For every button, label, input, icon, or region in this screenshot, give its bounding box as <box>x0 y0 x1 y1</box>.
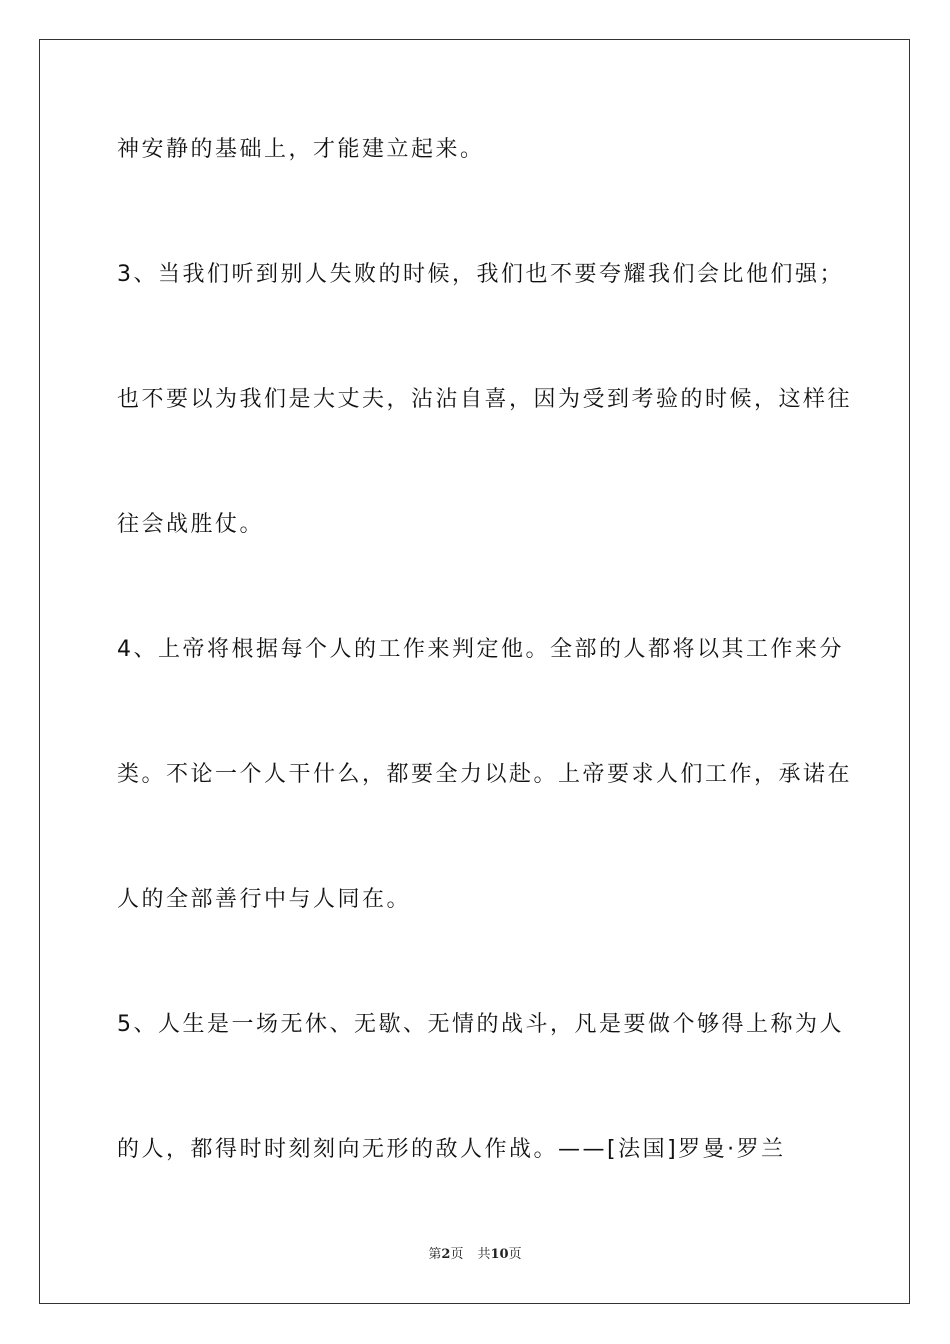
paragraph-line: 4、上帝将根据每个人的工作来判定他。全部的人都将以其工作来分 <box>117 637 844 662</box>
page-suffix: 页 <box>450 1247 464 1262</box>
paragraph-line: 也不要以为我们是大丈夫，沾沾自喜，因为受到考验的时候，这样往 <box>117 387 853 412</box>
page-border <box>39 39 910 1304</box>
paragraph-line: 的人，都得时时刻刻向无形的敌人作战。——[法国]罗曼·罗兰 <box>117 1137 786 1162</box>
paragraph-line: 往会战胜仗。 <box>117 512 265 537</box>
page-footer <box>0 1246 950 1264</box>
total-prefix: 共 <box>477 1247 491 1262</box>
page-number: 2 <box>441 1247 451 1262</box>
paragraph-line: 类。不论一个人干什么，都要全力以赴。上帝要求人们工作，承诺在 <box>117 762 853 787</box>
page-prefix: 第 <box>428 1247 442 1262</box>
total-suffix: 页 <box>508 1247 522 1262</box>
paragraph-line: 5、人生是一场无休、无歇、无情的战斗，凡是要做个够得上称为人 <box>117 1012 844 1037</box>
paragraph-line: 神安静的基础上，才能建立起来。 <box>117 137 485 162</box>
paragraph-line: 人的全部善行中与人同在。 <box>117 887 412 912</box>
paragraph-line: 3、当我们听到别人失败的时候，我们也不要夸耀我们会比他们强； <box>117 262 844 287</box>
total-pages: 10 <box>490 1247 509 1262</box>
